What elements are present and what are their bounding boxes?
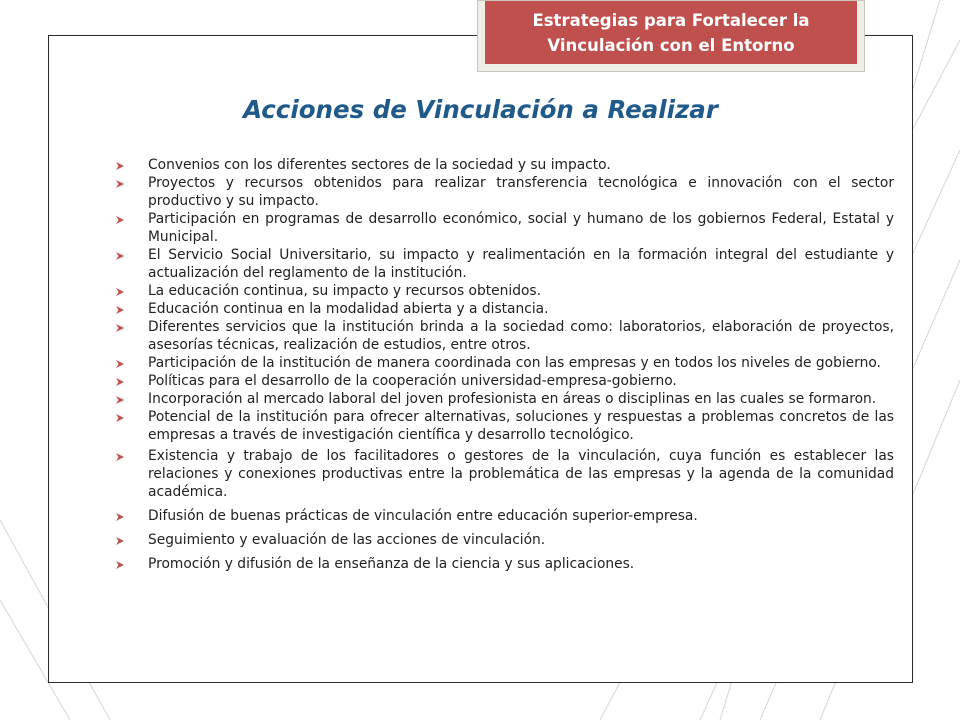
bullet-item — [116, 318, 894, 354]
bullet-text: Potencial de la institución para ofrecer alternativas, soluciones y respuestas a problemas concretos de las empresas a través de investigación científica y desarrollo tecnológico. — [148, 409, 894, 443]
bullet-item — [116, 354, 894, 372]
section-tab-frame — [477, 0, 865, 72]
arrowhead-bullet-icon — [116, 561, 124, 569]
bullet-item — [116, 555, 894, 573]
arrowhead-bullet-icon — [116, 453, 124, 461]
bullet-item — [116, 507, 894, 525]
bullet-item — [116, 156, 894, 174]
arrowhead-bullet-icon — [116, 378, 124, 386]
bullet-text: Convenios con los diferentes sectores de la sociedad y su impacto. — [148, 157, 611, 173]
bullet-item — [116, 372, 894, 390]
bullet-text: Difusión de buenas prácticas de vinculación entre educación superior-empresa. — [148, 508, 698, 524]
bullet-text: Diferentes servicios que la institución brinda a la sociedad como: laboratorios, elaboración de proyectos, asesorías técnicas, realización de estudios, entre otros. — [148, 319, 894, 353]
bullet-text: El Servicio Social Universitario, su impacto y realimentación en la formación integral del estudiante y actualización del reglamento de la institución. — [148, 247, 894, 281]
arrowhead-bullet-icon — [116, 513, 124, 521]
bullet-text: Promoción y difusión de la enseñanza de la ciencia y sus aplicaciones. — [148, 556, 635, 572]
slide-title: Acciones de Vinculación a Realizar — [243, 95, 718, 124]
arrowhead-bullet-icon — [116, 306, 124, 314]
bullet-text: Existencia y trabajo de los facilitadores o gestores de la vinculación, cuya función es establecer las relaciones y conexiones productivas entre la problemática de las empresas y la agenda de la comunidad académica. — [148, 448, 894, 500]
arrowhead-bullet-icon — [116, 162, 124, 170]
bullet-item — [116, 174, 894, 210]
arrowhead-bullet-icon — [116, 288, 124, 296]
bullet-text: Participación en programas de desarrollo económico, social y humano de los gobiernos Federal, Estatal y Municipal. — [148, 211, 894, 245]
bullet-text: Incorporación al mercado laboral del joven profesionista en áreas o disciplinas en las cuales se formaron. — [148, 391, 877, 407]
bullet-item — [116, 246, 894, 282]
bullet-item — [116, 390, 894, 408]
section-tab-label: Estrategias para Fortalecer la Vinculación con el Entorno — [532, 10, 810, 55]
bullet-list — [116, 156, 894, 573]
bullet-text: Proyectos y recursos obtenidos para realizar transferencia tecnológica e innovación con el sector productivo y su impacto. — [148, 175, 894, 209]
arrowhead-bullet-icon — [116, 252, 124, 260]
bullet-text: Políticas para el desarrollo de la cooperación universidad-empresa-gobierno. — [148, 373, 677, 389]
arrowhead-bullet-icon — [116, 414, 124, 422]
bullet-text: Educación continua en la modalidad abierta y a distancia. — [148, 301, 549, 317]
arrowhead-bullet-icon — [116, 180, 124, 188]
bullet-text: Seguimiento y evaluación de las acciones de vinculación. — [148, 532, 546, 548]
bullet-item — [116, 408, 894, 444]
bullet-text: La educación continua, su impacto y recursos obtenidos. — [148, 283, 541, 299]
arrowhead-bullet-icon — [116, 537, 124, 545]
arrowhead-bullet-icon — [116, 324, 124, 332]
bullet-item — [116, 282, 894, 300]
bullet-item — [116, 447, 894, 501]
arrowhead-bullet-icon — [116, 216, 124, 224]
bullet-item — [116, 531, 894, 549]
bullet-item — [116, 300, 894, 318]
bullet-item — [116, 210, 894, 246]
arrowhead-bullet-icon — [116, 360, 124, 368]
section-tab — [485, 1, 857, 64]
bullet-text: Participación de la institución de manera coordinada con las empresas y en todos los niveles de gobierno. — [148, 355, 881, 371]
arrowhead-bullet-icon — [116, 396, 124, 404]
